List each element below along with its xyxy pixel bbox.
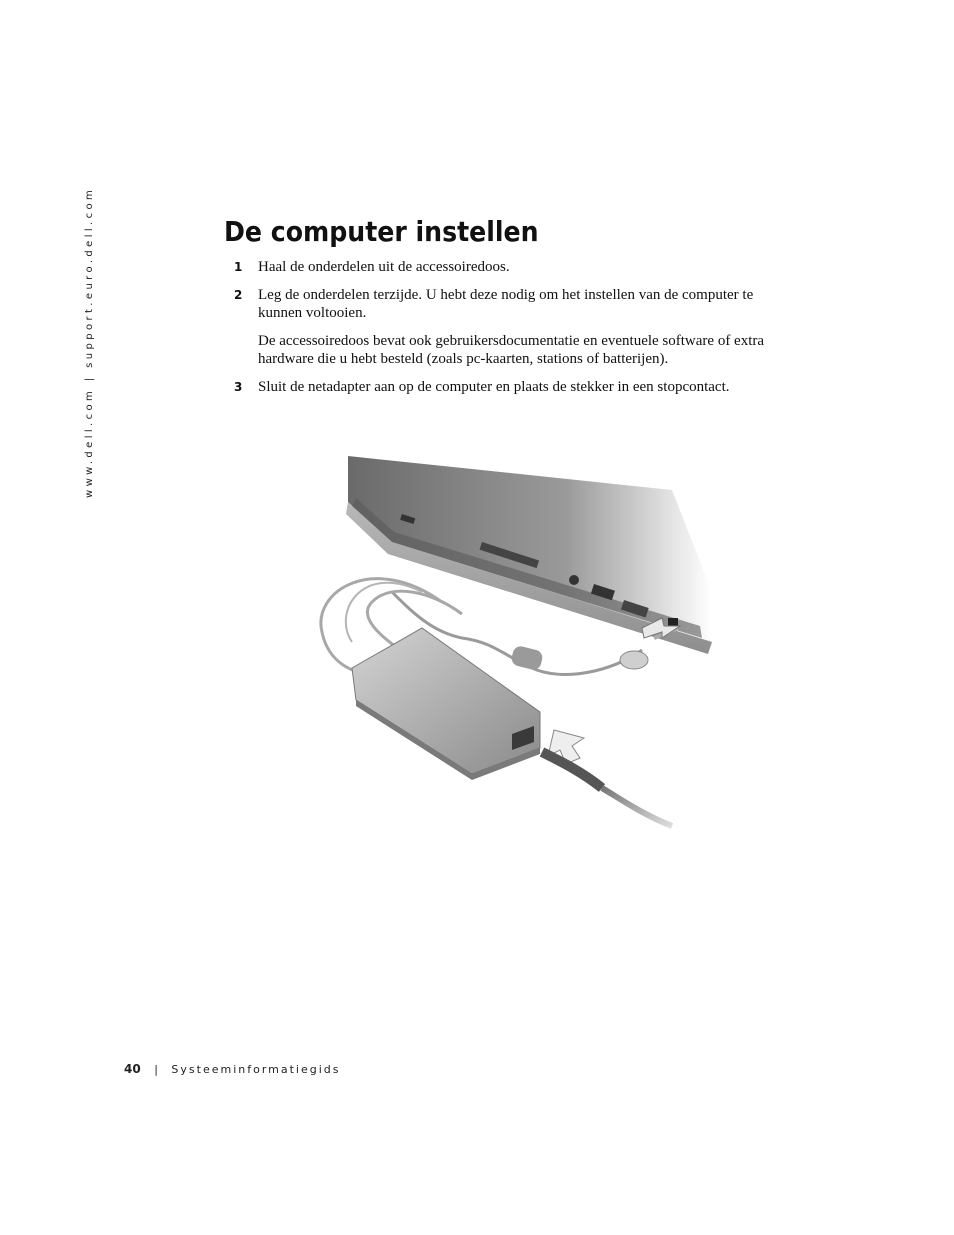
page-number: 40 xyxy=(124,1062,141,1076)
step-number: 1 xyxy=(234,260,243,274)
step-number: 3 xyxy=(234,380,243,394)
step-1 xyxy=(234,258,794,276)
step-text: Sluit de netadapter aan op de computer en plaats de stekker in een stopcontact. xyxy=(258,379,730,395)
page-title: De computer instellen xyxy=(224,215,539,248)
guide-title: Systeeminformatiegids xyxy=(171,1063,341,1076)
page-footer xyxy=(124,1062,341,1076)
sidebar-url: www.dell.com | support.euro.dell.com xyxy=(84,186,95,498)
step-text: Haal de onderdelen uit de accessoiredoos. xyxy=(258,259,510,275)
footer-separator: | xyxy=(154,1063,158,1076)
ac-adapter xyxy=(352,628,540,780)
step-number: 2 xyxy=(234,288,243,302)
step-2 xyxy=(234,286,794,368)
step-3 xyxy=(234,378,794,396)
step-text: Leg de onderdelen terzijde. U hebt deze nodig om het instellen van de computer te kunnen voltooien. xyxy=(258,287,754,321)
step-note: De accessoiredoos bevat ook gebruikersdocumentatie en eventuele software of extra hardware die u hebt besteld (zoals pc-kaarten, stations of batterijen). xyxy=(258,333,765,367)
power-adapter-illustration xyxy=(312,442,712,842)
steps-list xyxy=(234,258,794,406)
power-cord xyxy=(542,730,672,826)
